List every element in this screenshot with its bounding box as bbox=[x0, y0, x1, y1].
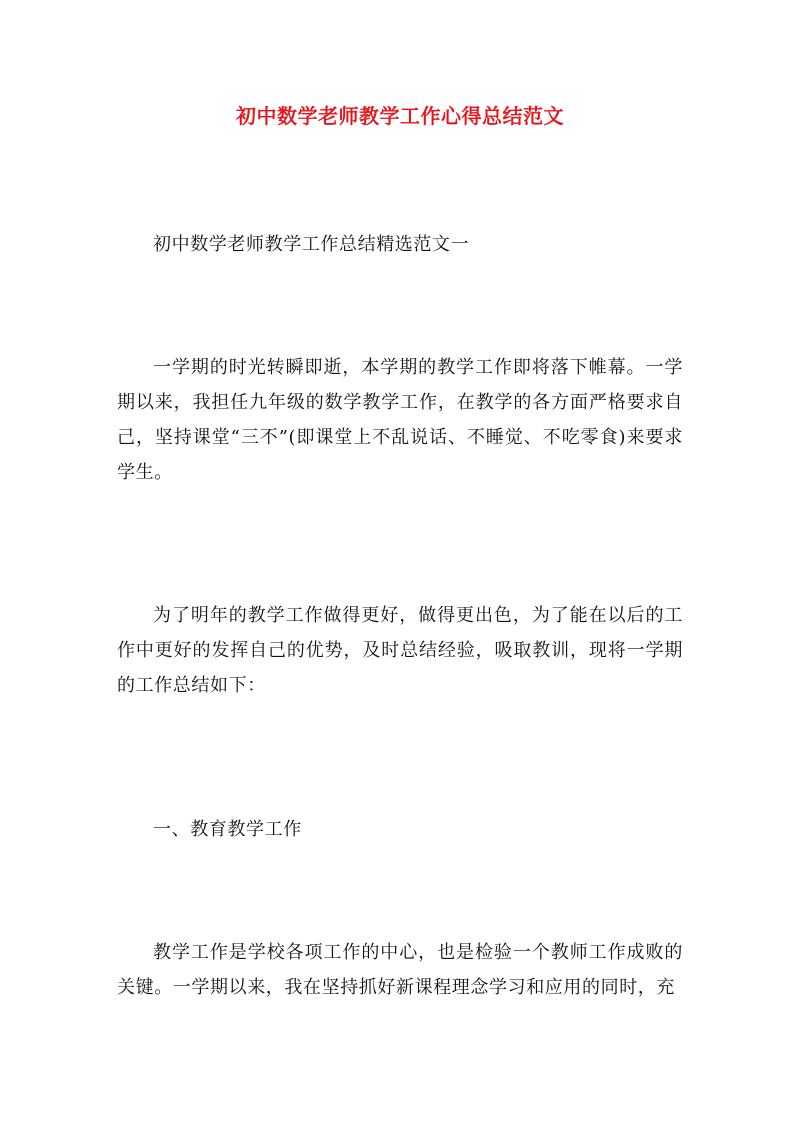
document-subtitle: 初中数学老师教学工作总结精选范文一 bbox=[153, 234, 470, 255]
section-heading: 一、教育教学工作 bbox=[153, 819, 302, 840]
paragraph-intro: 一学期的时光转瞬即逝，本学期的教学工作即将落下帷幕。一学期以来，我担任九年级的数学教学工作，在教学的各方面严格要求自己，坚持课堂“三不”(即课堂上不乱说话、不睡觉、不吃零食)来要求学生。 bbox=[117, 357, 683, 483]
section-paragraph: 教学工作是学校各项工作的中心，也是检验一个教师工作成败的关键。一学期以来，我在坚持抓好新课程理念学习和应用的同时，充 bbox=[117, 942, 683, 998]
document-title: 初中数学老师教学工作心得总结范文 bbox=[236, 104, 564, 128]
paragraph-purpose: 为了明年的教学工作做得更好，做得更出色，为了能在以后的工作中更好的发挥自己的优势，及时总结经验，吸取教训，现将一学期的工作总结如下： bbox=[117, 605, 683, 696]
